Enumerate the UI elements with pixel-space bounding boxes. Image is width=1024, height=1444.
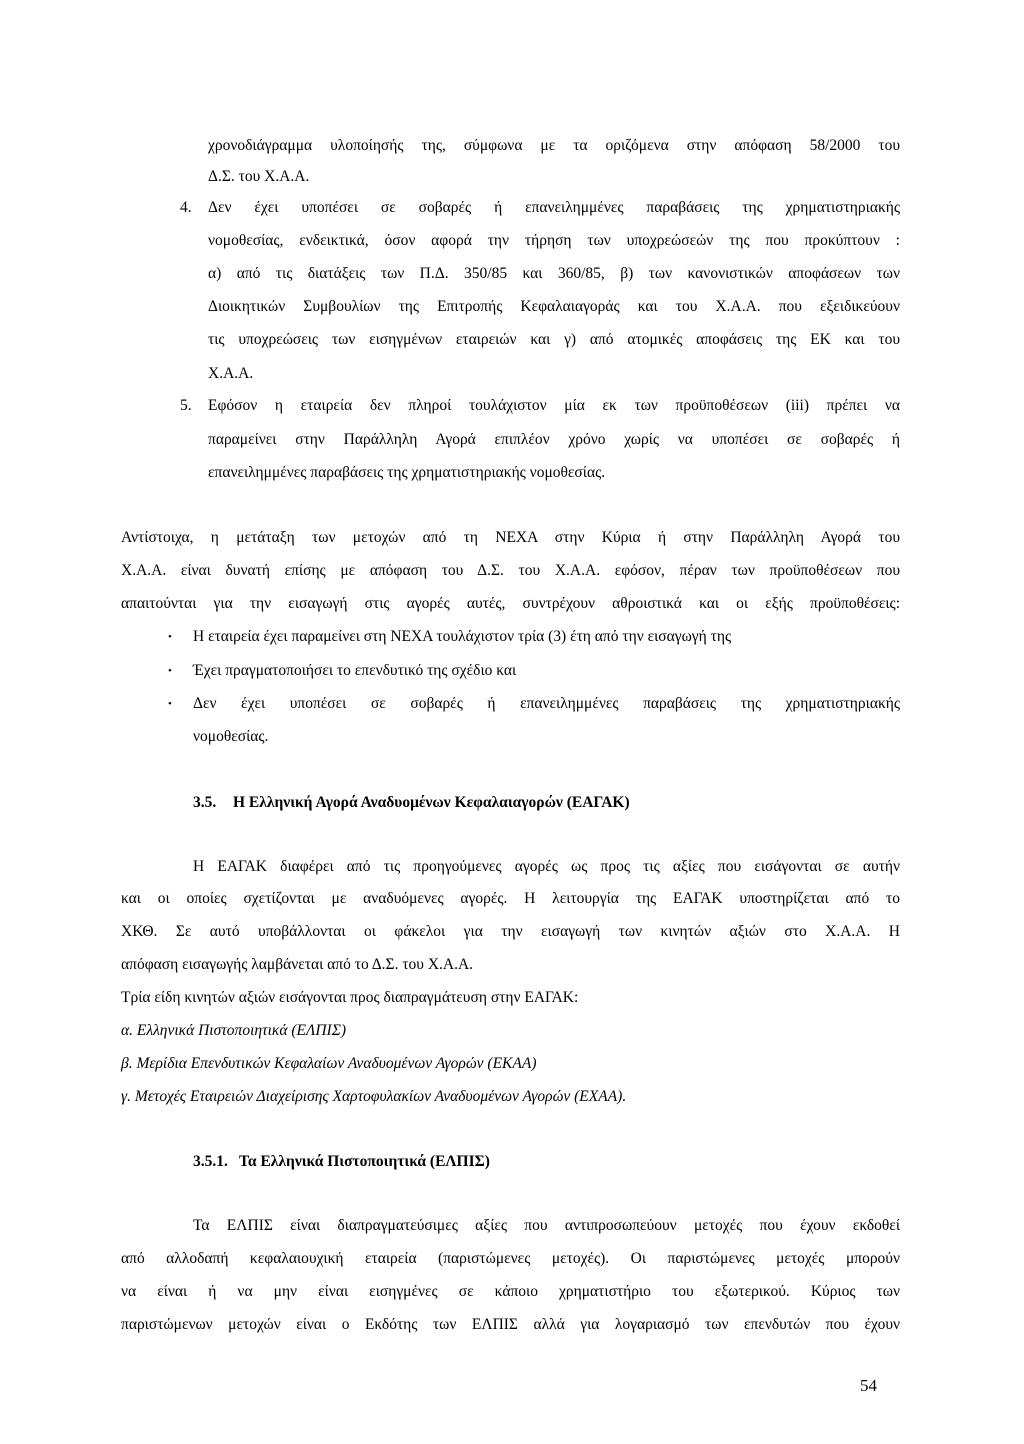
page-number: 54 — [860, 1376, 877, 1395]
list-item: Δεν έχει υποπέσει σε σοβαρές ή επανειλημμένες παραβάσεις της χρηματιστηριακής — [193, 695, 900, 712]
text-line: Αντίστοιχα, η μετάταξη των μετοχών από τη ΝΕΧΑ στην Κύρια ή στην Παράλληλη Αγορά του — [121, 529, 900, 546]
text-line: α) από τις διατάξεις των Π.Δ. 350/85 και 360/85, β) των κανονιστικών αποφάσεων των — [208, 265, 900, 282]
section-number: 3.5. — [193, 794, 217, 811]
text-line: επανειλημμένες παραβάσεις της χρηματιστηριακής νομοθεσίας. — [208, 464, 606, 481]
text-line: Χ.Α.Α. — [208, 365, 254, 382]
text-line: ΧΚΘ. Σε αυτό υποβάλλονται οι φάκελοι για την εισαγωγή των κινητών αξιών στο Χ.Α.Α. Η — [121, 923, 900, 940]
text-line: χρονοδιάγραμμα υλοποίησής της, σύμφωνα με τα οριζόμενα στην απόφαση 58/2000 του — [208, 137, 900, 154]
list-number: 5. — [180, 397, 192, 414]
text-line: απόφαση εισαγωγής λαμβάνεται από το Δ.Σ. του Χ.Α.Α. — [121, 956, 474, 973]
list-item: Έχει πραγματοποιήσει το επενδυτικό της σχέδιο και — [193, 662, 517, 679]
list-item: γ. Μετοχές Εταιρειών Διαχείρισης Χαρτοφυλακίων Αναδυομένων Αγορών (ΕΧΑΑ). — [121, 1088, 627, 1105]
list-number: 4. — [180, 199, 192, 216]
bullet-icon: • — [168, 698, 172, 710]
section-heading: Η Ελληνική Αγορά Αναδυομένων Κεφαλαιαγορών (ΕΑΓΑΚ) — [233, 794, 630, 811]
text-line: Η ΕΑΓΑΚ διαφέρει από τις προηγούμενες αγορές ως προς τις αξίες που εισάγονται σε αυτήν — [193, 858, 900, 875]
text-line: Τα ΕΛΠΙΣ είναι διαπραγματεύσιμες αξίες που αντιπροσωπεύουν μετοχές που έχουν εκδοθεί — [193, 1217, 900, 1234]
list-item: β. Μερίδια Επενδυτικών Κεφαλαίων Αναδυομένων Αγορών (ΕΚΑΑ) — [121, 1055, 537, 1072]
text-line: να είναι ή να μην είναι εισηγμένες σε κάποιο χρηματιστήριο του εξωτερικού. Κύριος των — [121, 1283, 900, 1300]
text-line: τις υποχρεώσεις των εισηγμένων εταιρειών και γ) από ατομικές αποφάσεις της ΕΚ και του — [208, 331, 900, 348]
list-item: Η εταιρεία έχει παραμείνει στη ΝΕΧΑ τουλάχιστον τρία (3) έτη από την εισαγωγή της — [193, 628, 732, 645]
bullet-icon: • — [168, 665, 172, 677]
text-line: Χ.Α.Α. είναι δυνατή επίσης με απόφαση του Δ.Σ. του Χ.Α.Α. εφόσον, πέραν των προϋποθέσεων που — [121, 562, 900, 579]
section-number: 3.5.1. — [193, 1153, 228, 1170]
text-line: Εφόσον η εταιρεία δεν πληροί τουλάχιστον μία εκ των προϋποθέσεων (iii) πρέπει να — [208, 397, 900, 414]
text-line: απαιτούνται για την εισαγωγή στις αγορές αυτές, συντρέχουν αθροιστικά και οι εξής προϋποθέσεις: — [121, 595, 900, 612]
bullet-icon: • — [168, 631, 172, 643]
text-line: παραμείνει στην Παράλληλη Αγορά επιπλέον χρόνο χωρίς να υποπέσει σε σοβαρές ή — [208, 431, 900, 448]
list-item: νομοθεσίας. — [193, 728, 269, 745]
section-heading: Τα Ελληνικά Πιστοποιητικά (ΕΛΠΙΣ) — [239, 1153, 490, 1170]
text-line: νομοθεσίας, ενδεικτικά, όσον αφορά την τήρηση των υποχρεώσεών της που προκύπτουν : — [208, 232, 900, 249]
text-line: Διοικητικών Συμβουλίων της Επιτροπής Κεφαλαιαγοράς και του Χ.Α.Α. που εξειδικεύουν — [208, 298, 900, 315]
list-item: α. Ελληνικά Πιστοποιητικά (ΕΛΠΙΣ) — [121, 1022, 347, 1039]
text-line: από αλλοδαπή κεφαλαιουχική εταιρεία (παριστώμενες μετοχές). Οι παριστώμενες μετοχές μπορούν — [121, 1250, 900, 1267]
text-line: Δεν έχει υποπέσει σε σοβαρές ή επανειλημμένες παραβάσεις της χρηματιστηριακής — [208, 199, 900, 216]
text-line: και οι οποίες σχετίζονται με αναδυόμενες αγορές. Η λειτουργία της ΕΑΓΑΚ υποστηρίζεται από το — [121, 890, 900, 907]
text-line: Τρία είδη κινητών αξιών εισάγονται προς διαπραγμάτευση στην ΕΑΓΑΚ: — [121, 989, 579, 1006]
text-line: Δ.Σ. του Χ.Α.Α. — [208, 168, 310, 185]
text-line: παριστώμενων μετοχών είναι ο Εκδότης των ΕΛΠΙΣ αλλά για λογαριασμό των επενδυτών που έχουν — [121, 1316, 900, 1333]
